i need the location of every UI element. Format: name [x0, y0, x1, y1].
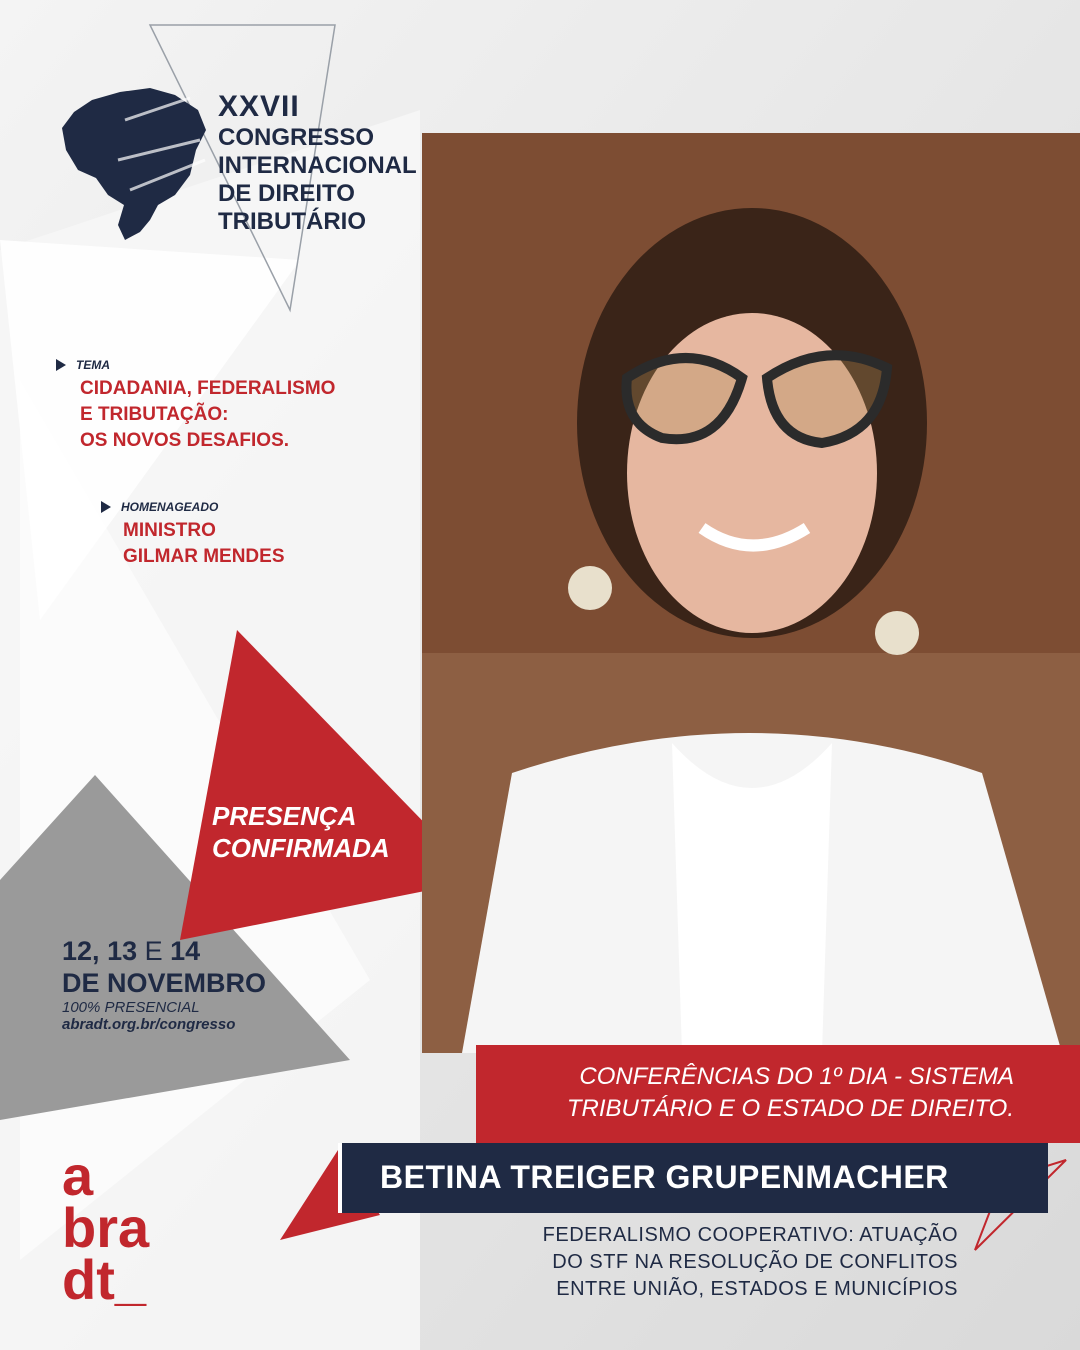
event-days: 12, 13 E 14: [62, 936, 201, 966]
logo-line: bra: [62, 1196, 150, 1259]
logo-line: dt_: [62, 1248, 146, 1311]
congress-title-line: CONGRESSO: [218, 124, 375, 151]
event-conjunction: E: [144, 936, 163, 966]
congress-edition: XXVII: [218, 90, 300, 123]
congress-title: [218, 90, 417, 236]
event-dates: [62, 935, 266, 1033]
homenageado-line: GILMAR MENDES: [123, 546, 285, 567]
conference-line: CONFERÊNCIAS DO 1º DIA - SISTEMA: [579, 1063, 1014, 1090]
presenca-confirmada: [212, 800, 390, 864]
presenca-line: PRESENÇA: [212, 801, 357, 831]
speaker-name-bar: [338, 1143, 1048, 1213]
abradt-logo: [62, 1144, 150, 1311]
congress-title-line: DE DIREITO: [218, 180, 355, 207]
homenageado-section: [101, 500, 285, 570]
talk-line: DO STF NA RESOLUÇÃO DE CONFLITOS: [552, 1251, 958, 1273]
speaker-name: BETINA TREIGER GRUPENMACHER: [380, 1159, 949, 1195]
homenageado-label: HOMENAGEADO: [121, 500, 219, 514]
conference-line: TRIBUTÁRIO E O ESTADO DE DIREITO.: [566, 1095, 1014, 1122]
speaker-photo: [422, 133, 1080, 1053]
play-marker-icon: [101, 501, 111, 513]
talk-line: ENTRE UNIÃO, ESTADOS E MUNICÍPIOS: [556, 1278, 958, 1300]
event-day: 12: [62, 936, 93, 966]
event-month: DE NOVEMBRO: [62, 968, 267, 998]
tema-line: CIDADANIA, FEDERALISMO: [80, 378, 336, 399]
conference-banner: [476, 1045, 1080, 1143]
logo-line: a: [62, 1144, 94, 1207]
event-day: 13: [107, 936, 138, 966]
tema-section: [56, 358, 335, 454]
congress-title-line: INTERNACIONAL: [218, 152, 417, 179]
event-format: 100% PRESENCIAL: [62, 999, 200, 1016]
portrait-illustration: [422, 133, 1080, 1053]
congress-title-line: TRIBUTÁRIO: [218, 208, 366, 235]
talk-line: FEDERALISMO COOPERATIVO: ATUAÇÃO: [542, 1224, 958, 1246]
play-marker-icon: [56, 359, 66, 371]
tema-line: E TRIBUTAÇÃO:: [80, 404, 229, 425]
event-url-link[interactable]: abradt.org.br/congresso: [62, 1016, 236, 1033]
presenca-line: CONFIRMADA: [212, 833, 390, 863]
tema-label: TEMA: [76, 358, 110, 372]
talk-title: [438, 1222, 958, 1303]
event-day: 14: [170, 936, 201, 966]
tema-line: OS NOVOS DESAFIOS.: [80, 430, 290, 451]
homenageado-line: MINISTRO: [123, 520, 216, 541]
